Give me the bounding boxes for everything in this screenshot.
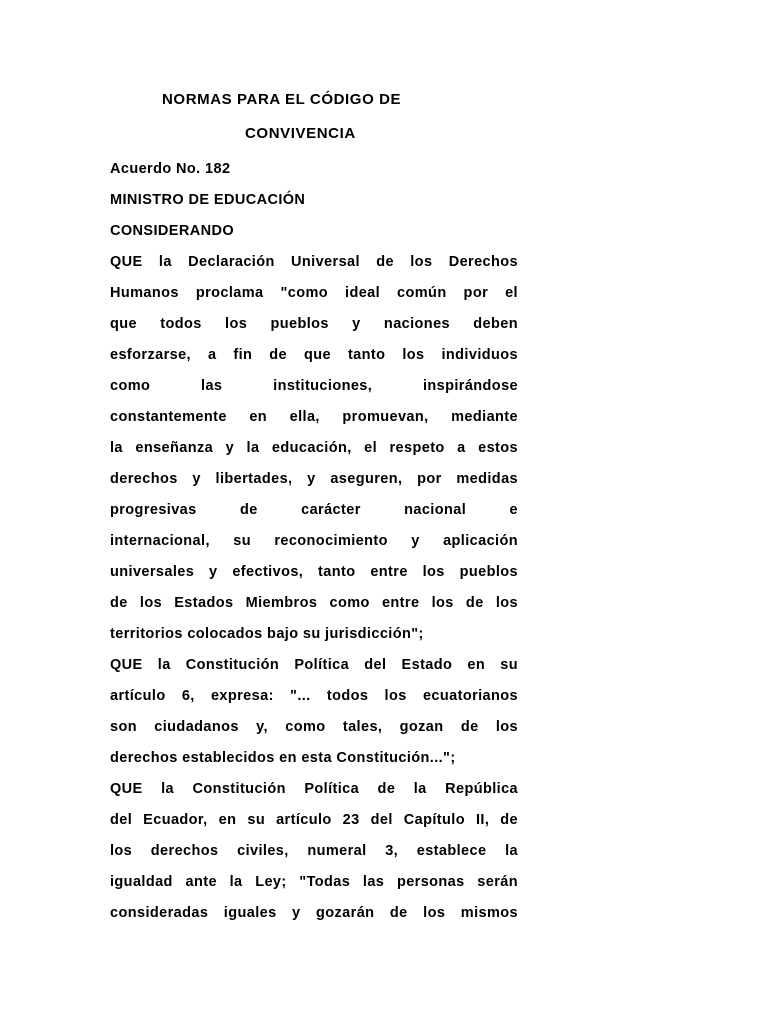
- body-text-line: CONSIDERANDO: [110, 223, 235, 239]
- body-text-line: igualdad ante la Ley; "Todas las personas serán: [110, 874, 518, 890]
- body-text-line: consideradas iguales y gozarán de los mismos: [110, 905, 518, 921]
- body-text-line: QUE la Constitución Política de la República: [110, 781, 518, 797]
- body-text-line: los derechos civiles, numeral 3, establece la: [110, 843, 518, 859]
- document-body: [110, 154, 518, 929]
- body-text-line: de los Estados Miembros como entre los de los: [110, 595, 518, 611]
- body-text-line: QUE la Declaración Universal de los Derechos: [110, 254, 518, 270]
- body-text-line: del Ecuador, en su artículo 23 del Capítulo II, de: [110, 812, 518, 828]
- body-text-line: derechos establecidos en esta Constitución...";: [110, 750, 456, 766]
- body-text-line: la enseñanza y la educación, el respeto a estos: [110, 440, 518, 456]
- body-text-line: QUE la Constitución Política del Estado en su: [110, 657, 518, 673]
- body-text-line: como las instituciones, inspirándose: [110, 378, 518, 394]
- document-title-line-2: CONVIVENCIA: [245, 125, 356, 142]
- body-text-line: artículo 6, expresa: "... todos los ecuatorianos: [110, 688, 518, 704]
- body-text-line: derechos y libertades, y aseguren, por medidas: [110, 471, 518, 487]
- body-text-line: constantemente en ella, promuevan, mediante: [110, 409, 518, 425]
- body-text-line: internacional, su reconocimiento y aplicación: [110, 533, 518, 549]
- body-text-line: universales y efectivos, tanto entre los pueblos: [110, 564, 518, 580]
- body-text-line: territorios colocados bajo su jurisdicción";: [110, 626, 424, 642]
- body-text-line: Humanos proclama "como ideal común por el: [110, 285, 518, 301]
- body-text-line: esforzarse, a fin de que tanto los individuos: [110, 347, 518, 363]
- body-text-line: que todos los pueblos y naciones deben: [110, 316, 518, 332]
- body-text-line: son ciudadanos y, como tales, gozan de los: [110, 719, 518, 735]
- document-title-line-1: NORMAS PARA EL CÓDIGO DE: [162, 91, 402, 108]
- body-text-line: progresivas de carácter nacional e: [110, 502, 518, 518]
- body-text-line: Acuerdo No. 182: [110, 161, 231, 177]
- body-text-line: MINISTRO DE EDUCACIÓN: [110, 192, 306, 208]
